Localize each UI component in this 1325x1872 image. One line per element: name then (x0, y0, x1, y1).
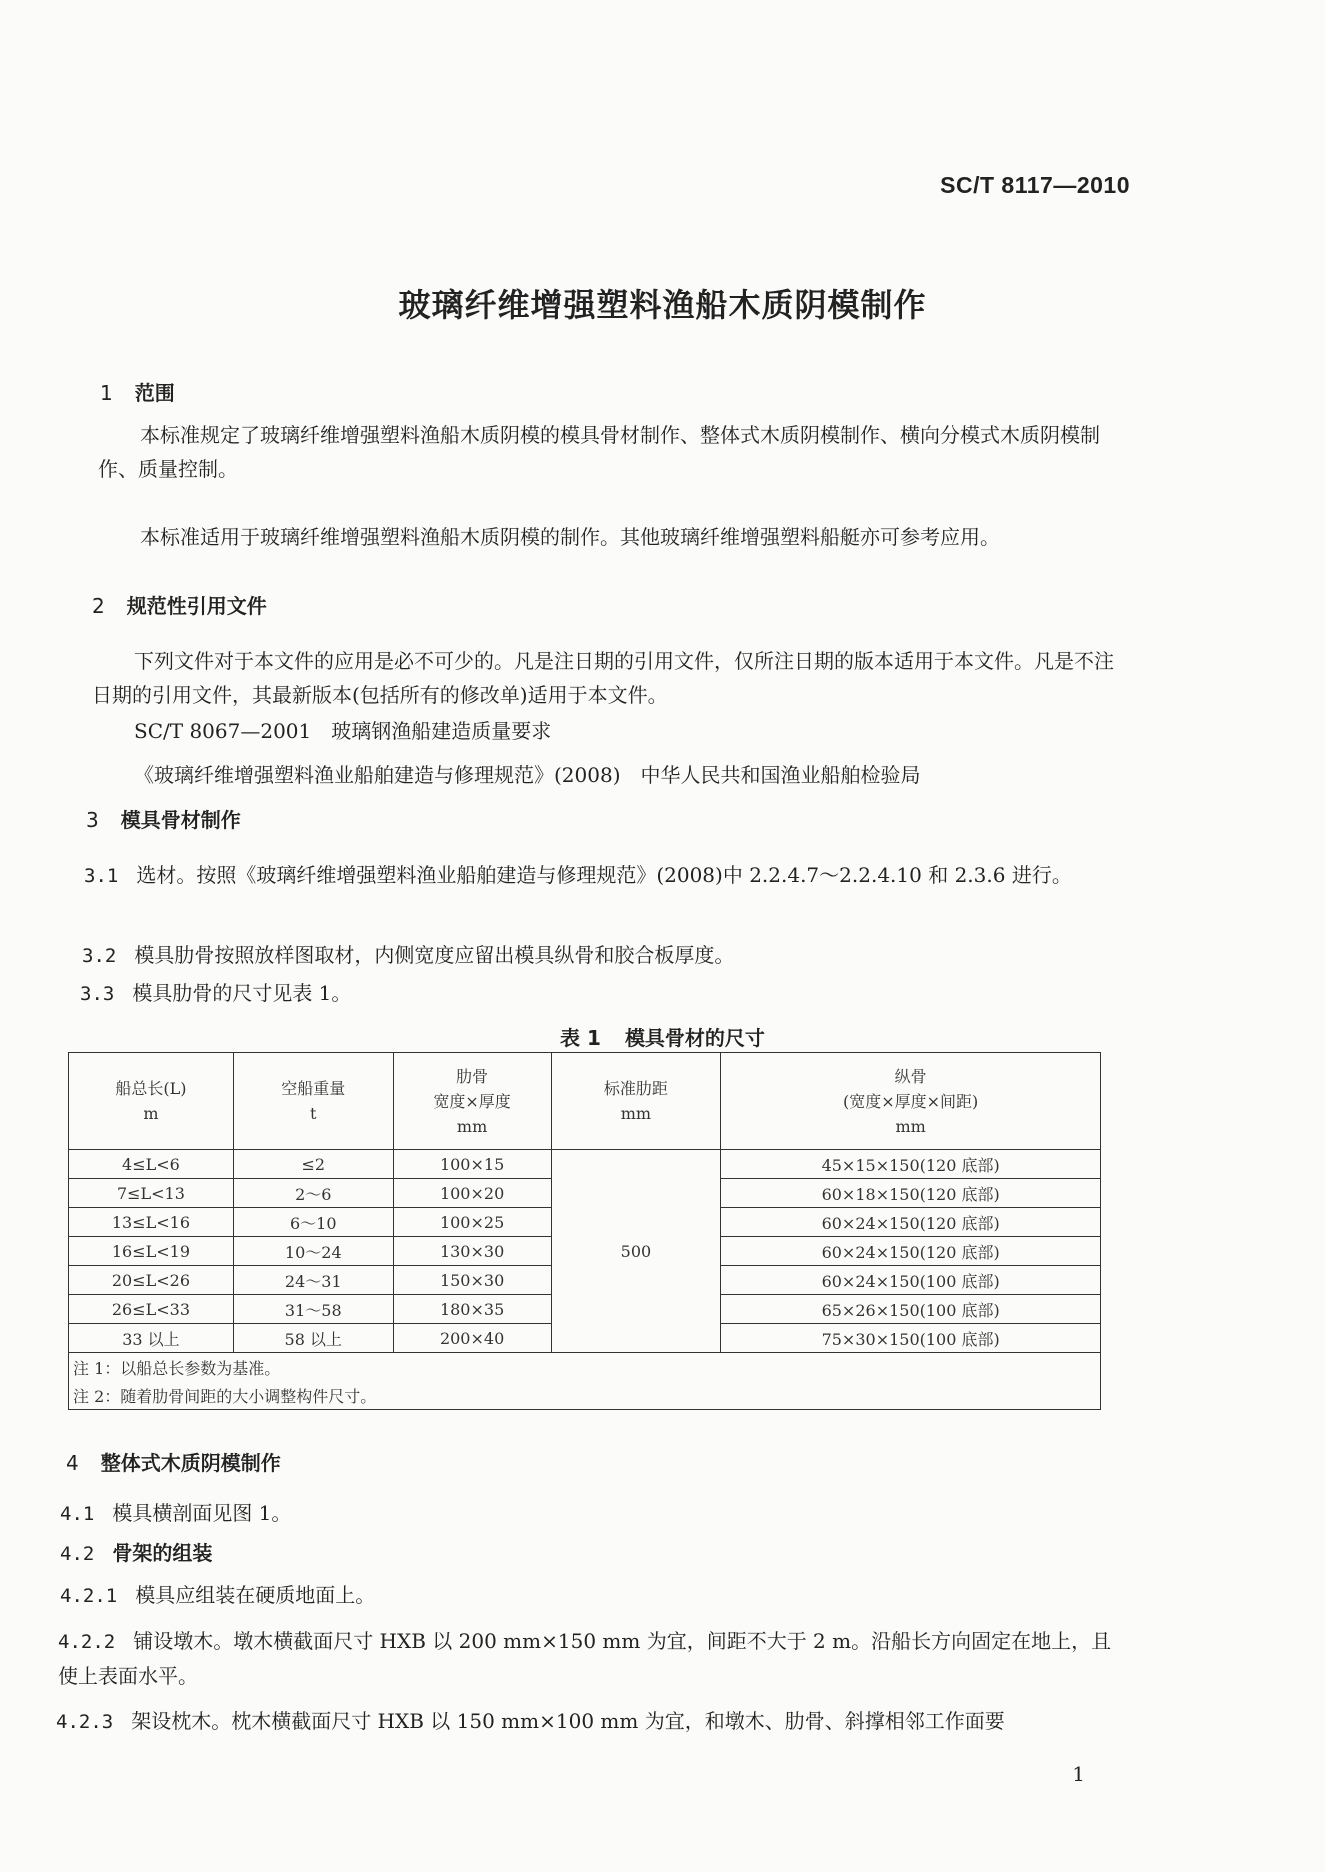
cell-longitudinal: 60×24×150(100 底部) (721, 1266, 1101, 1295)
cell-weight: 24～31 (233, 1266, 393, 1295)
section-number: 4 (66, 1451, 79, 1475)
section-4-heading (66, 1447, 281, 1476)
section-1-paragraph-1: 本标准规定了玻璃纤维增强塑料渔船木质阴模的模具骨材制作、整体式木质阴模制作、横向分模式木质阴模制作、质量控制。 (98, 423, 1100, 481)
cell-spacing: 500 (551, 1150, 721, 1353)
table-header-row (69, 1053, 1101, 1150)
clause-text: 架设枕木。枕木横截面尺寸 HXB 以 150 mm×100 mm 为宜，和墩木、肋骨、斜撑相邻工作面要 (131, 1709, 1005, 1733)
clause-text: 骨架的组装 (112, 1541, 213, 1565)
section-number: 1 (100, 381, 113, 405)
clause-4-2 (60, 1536, 1120, 1571)
cell-rib: 100×25 (393, 1208, 551, 1237)
clause-text: 模具横剖面见图 1。 (112, 1501, 292, 1525)
cell-length: 26≤L<33 (69, 1295, 234, 1324)
cell-rib: 150×30 (393, 1266, 551, 1295)
cell-longitudinal: 60×24×150(120 底部) (721, 1208, 1101, 1237)
clause-number: 4.1 (60, 1503, 95, 1525)
cell-weight: ≤2 (233, 1150, 393, 1179)
cell-length: 16≤L<19 (69, 1237, 234, 1266)
cell-rib: 200×40 (393, 1324, 551, 1353)
clause-text: 模具应组装在硬质地面上。 (135, 1583, 376, 1607)
cell-weight: 31～58 (233, 1295, 393, 1324)
clause-number: 4.2.1 (60, 1585, 118, 1607)
header-weight: 空船重量 t (233, 1053, 393, 1150)
table-note-1: 注 1：以船总长参数为基准。 (69, 1353, 1101, 1382)
cell-rib: 130×30 (393, 1237, 551, 1266)
cell-longitudinal: 45×15×150(120 底部) (721, 1150, 1101, 1179)
table-1-caption (0, 1022, 1325, 1051)
table-caption-text: 模具骨材的尺寸 (624, 1026, 765, 1050)
table-note-row (69, 1353, 1101, 1382)
header-longitudinal: 纵骨 (宽度×厚度×间距) mm (721, 1053, 1101, 1150)
header-length: 船总长(L) m (69, 1053, 234, 1150)
cell-rib: 100×20 (393, 1179, 551, 1208)
clause-number: 4.2.3 (56, 1711, 114, 1733)
cell-longitudinal: 60×24×150(120 底部) (721, 1237, 1101, 1266)
table-note-row (69, 1381, 1101, 1410)
cell-length: 33 以上 (69, 1324, 234, 1353)
section-title: 模具骨材制作 (120, 808, 241, 832)
clause-3-3 (80, 976, 1120, 1011)
clause-number: 3.1 (84, 865, 119, 887)
cell-longitudinal: 75×30×150(100 底部) (721, 1324, 1101, 1353)
clause-number: 4.2.2 (58, 1631, 116, 1653)
section-1-paragraph-2: 本标准适用于玻璃纤维增强塑料渔船木质阴模的制作。其他玻璃纤维增强塑料船艇亦可参考应用。 (140, 525, 1000, 549)
cell-weight: 2～6 (233, 1179, 393, 1208)
clause-text: 铺设墩木。墩木横截面尺寸 HXB 以 200 mm×150 mm 为宜，间距不大于 2 m。沿船长方向固定在地上，且使上表面水平。 (58, 1629, 1112, 1688)
table-label: 表 1 (560, 1026, 601, 1050)
cell-length: 7≤L<13 (69, 1179, 234, 1208)
section-title: 规范性引用文件 (126, 594, 267, 618)
document-title: 玻璃纤维增强塑料渔船木质阴模制作 (398, 286, 927, 324)
clause-3-2 (82, 938, 1122, 973)
clause-number: 4.2 (60, 1543, 95, 1565)
cell-rib: 100×15 (393, 1150, 551, 1179)
table-row (69, 1150, 1101, 1179)
section-title: 范围 (134, 381, 175, 405)
cell-longitudinal: 65×26×150(100 底部) (721, 1295, 1101, 1324)
reference-2: 《玻璃纤维增强塑料渔业船舶建造与修理规范》(2008) 中华人民共和国渔业船舶检验局 (134, 763, 921, 787)
standard-code: SC/T 8117—2010 (940, 172, 1130, 198)
cell-weight: 58 以上 (233, 1324, 393, 1353)
section-2-heading (92, 590, 267, 619)
section-1-heading (100, 377, 175, 406)
table-note-2: 注 2：随着肋骨间距的大小调整构件尺寸。 (69, 1381, 1101, 1410)
cell-length: 13≤L<16 (69, 1208, 234, 1237)
clause-3-1 (84, 858, 1124, 893)
section-2-paragraph: 下列文件对于本文件的应用是必不可少的。凡是注日期的引用文件，仅所注日期的版本适用于本文件。凡是不注日期的引用文件，其最新版本(包括所有的修改单)适用于本文件。 (92, 649, 1114, 707)
cell-longitudinal: 60×18×150(120 底部) (721, 1179, 1101, 1208)
reference-1: SC/T 8067—2001 玻璃钢渔船建造质量要求 (134, 719, 552, 743)
section-3-heading (86, 804, 241, 833)
clause-4-1 (60, 1496, 1120, 1531)
header-rib: 肋骨 宽度×厚度 mm (393, 1053, 551, 1150)
clause-text: 选材。按照《玻璃纤维增强塑料渔业船舶建造与修理规范》(2008)中 2.2.4.7～2.2.4.10 和 2.3.6 进行。 (136, 863, 1072, 887)
cell-rib: 180×35 (393, 1295, 551, 1324)
header-spacing: 标准肋距 mm (551, 1053, 721, 1150)
cell-length: 20≤L<26 (69, 1266, 234, 1295)
clause-text: 模具肋骨按照放样图取材，内侧宽度应留出模具纵骨和胶合板厚度。 (134, 943, 735, 967)
cell-weight: 6～10 (233, 1208, 393, 1237)
clause-number: 3.3 (80, 983, 115, 1005)
clause-4-2-1 (60, 1578, 1120, 1613)
clause-4-2-3 (56, 1704, 1126, 1739)
section-title: 整体式木质阴模制作 (100, 1451, 281, 1475)
section-number: 2 (92, 594, 105, 618)
page-number: 1 (1072, 1762, 1085, 1786)
clause-number: 3.2 (82, 945, 117, 967)
clause-4-2-2 (58, 1624, 1124, 1693)
cell-weight: 10～24 (233, 1237, 393, 1266)
section-number: 3 (86, 808, 99, 832)
clause-text: 模具肋骨的尺寸见表 1。 (132, 981, 352, 1005)
table-1 (68, 1052, 1101, 1410)
cell-length: 4≤L<6 (69, 1150, 234, 1179)
